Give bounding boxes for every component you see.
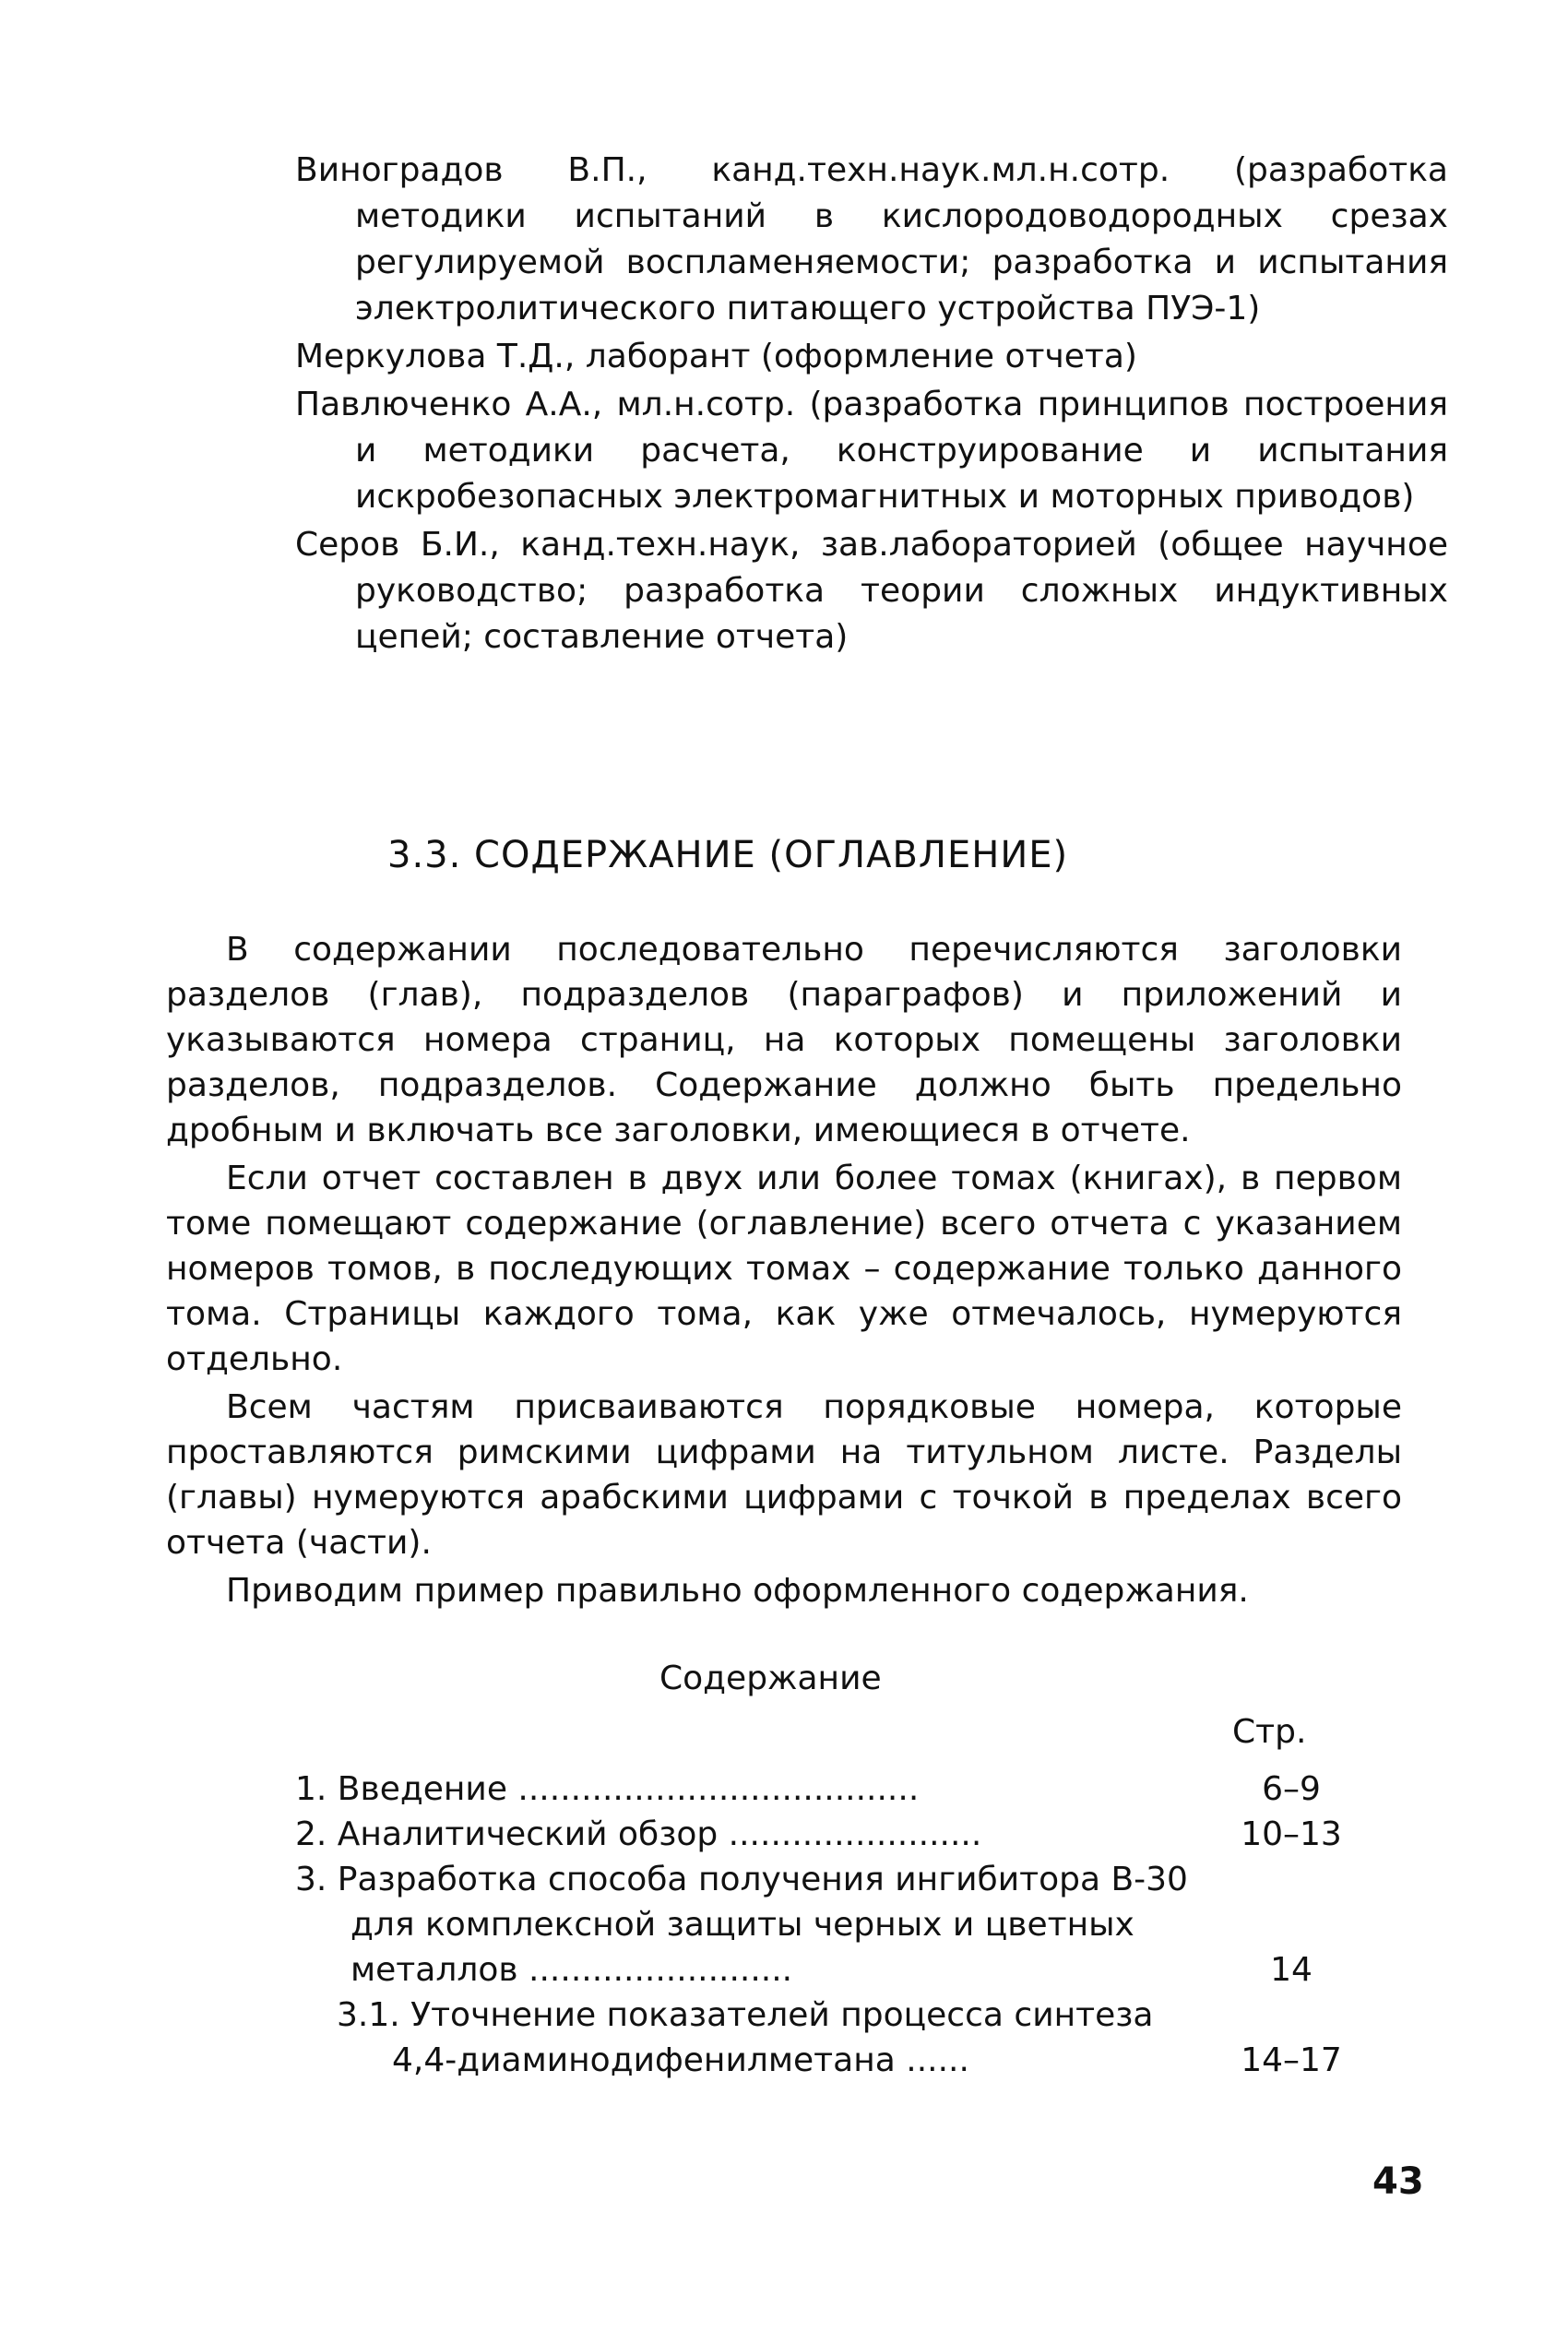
- paragraph: Всем частям присваиваются порядковые номера, которые проставляются римскими цифрами на титульном листе. Разделы (главы) нумеруются арабскими цифрами с точкой в пределах всего отчета (части).: [166, 1388, 1402, 1562]
- toc-item-pages: 14–17: [1241, 2041, 1342, 2079]
- toc-item-label: 3. Разработка способа получения ингибитора В-30 для комплексной защиты черных и цветных металлов .........................: [295, 1861, 1188, 1989]
- toc-item: [295, 1812, 1356, 1857]
- toc-item-label: [295, 1993, 1194, 2083]
- authors-list: [295, 148, 1448, 662]
- author-entry: Серов Б.И., канд.техн.наук, зав.лабораторией (общее научное руководство; разработка теории сложных индуктивных цепей; составление отчета): [295, 526, 1448, 656]
- table-of-contents: [295, 1767, 1356, 2083]
- toc-item-label: 1. Введение ......................................: [295, 1770, 920, 1808]
- page-number: 43: [1372, 2160, 1424, 2203]
- author-entry: Павлюченко А.А., мл.н.сотр. (разработка принципов построения и методики расчета, конструирование и испытания искробезопасных электромагнитных и моторных приводов): [295, 386, 1448, 516]
- toc-item-pages: 6–9: [1262, 1770, 1321, 1808]
- toc-item: [295, 1857, 1356, 1993]
- section-title: 3.3. СОДЕРЖАНИЕ (ОГЛАВЛЕНИЕ): [387, 834, 1069, 876]
- paragraph: В содержании последовательно перечисляются заголовки разделов (глав), подразделов (параграфов) и приложений и указываются номера страниц, на которых помещены заголовки разделов, подразделов. Содержание должно быть предельно дробным и включать все заголовки, имеющиеся в отчете.: [166, 931, 1402, 1149]
- author-entry: Виноградов В.П., канд.техн.наук.мл.н.сотр. (разработка методики испытаний в кислородоводородных срезах регулируемой воспламеняемости; разработка и испытания электролитического питающего устройства ПУЭ-1): [295, 151, 1448, 327]
- toc-page-column-label: Стр.: [1232, 1713, 1307, 1751]
- toc-item-pages: 14: [1270, 1951, 1313, 1989]
- toc-subitem: [295, 1993, 1356, 2083]
- author-entry: Меркулова Т.Д., лаборант (оформление отчета): [295, 338, 1137, 375]
- toc-item-label: 2. Аналитический обзор ........................: [295, 1815, 982, 1853]
- body-text: [166, 927, 1402, 1616]
- paragraph: Приводим пример правильно оформленного содержания.: [226, 1572, 1249, 1610]
- toc-item-pages: 10–13: [1241, 1815, 1342, 1853]
- toc-subitem-text: 3.1. Уточнение показателей процесса синтеза 4,4-диаминодифенилметана ......: [337, 1996, 1154, 2079]
- paragraph: Если отчет составлен в двух или более томах (книгах), в первом томе помещают содержание (оглавление) всего отчета с указанием номеров томов, в последующих томах – содержание только данного тома. Страницы каждого тома, как уже отмечалось, нумеруются отдельно.: [166, 1160, 1402, 1378]
- toc-item: [295, 1767, 1356, 1812]
- toc-heading: Содержание: [659, 1660, 882, 1697]
